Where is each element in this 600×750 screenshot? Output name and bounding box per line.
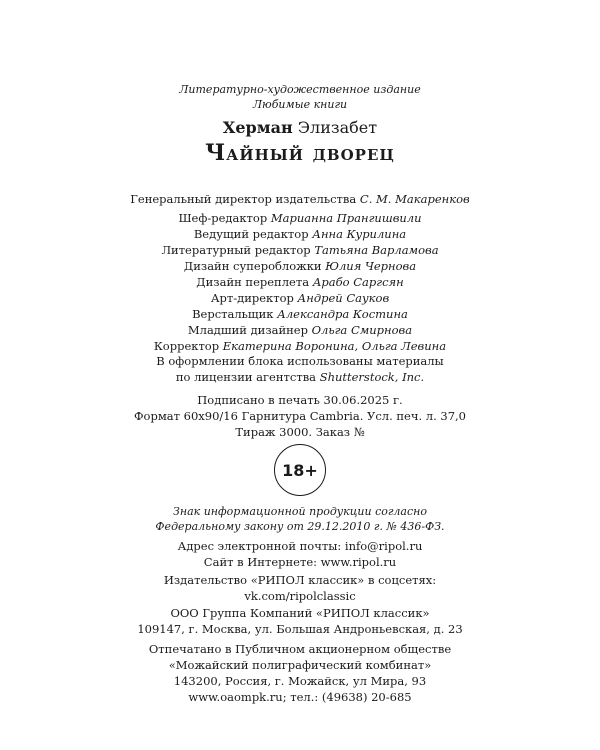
staff-row <box>0 274 600 290</box>
email-link[interactable]: info@ripol.ru <box>344 539 423 553</box>
staff-row <box>0 290 600 306</box>
staff-row <box>0 210 600 226</box>
staff-name: Ольга Смирнова <box>311 323 413 337</box>
staff-name: Екатерина Воронина, Ольга Левина <box>222 339 447 353</box>
email-label: Адрес электронной почты: <box>177 539 342 553</box>
director-line <box>0 191 600 207</box>
staff-role: Дизайн суперобложки <box>183 259 322 273</box>
book-title: Чайный дворец <box>205 140 395 166</box>
publisher-group <box>0 605 600 637</box>
edition-type: Литературно-художественное издание <box>179 83 421 96</box>
staff-role: Шеф-редактор <box>178 211 268 225</box>
info-notice <box>0 504 600 534</box>
signed-date: Подписано в печать 30.06.2025 г. <box>197 393 403 407</box>
printer-block <box>0 641 600 705</box>
staff-role: Корректор <box>153 339 220 353</box>
license-line-2: по лицензии агентства Shutterstock, Inc. <box>175 370 425 384</box>
staff-name: Александра Костина <box>277 307 408 321</box>
staff-role: Верстальщик <box>192 307 274 321</box>
email-line <box>0 538 600 554</box>
staff-name: Арабо Саргсян <box>312 275 404 289</box>
staff-name: Татьяна Варламова <box>314 243 439 257</box>
notice-line-1: Знак информационной продукции согласно <box>172 505 428 518</box>
staff-row <box>0 322 600 338</box>
staff-name: Андрей Сауков <box>297 291 390 305</box>
author-first-name: Элизабет <box>297 118 378 137</box>
social-link[interactable]: vk.com/ripolclassic <box>244 589 356 603</box>
staff-role: Литературный редактор <box>161 243 311 257</box>
site-link[interactable]: www.ripol.ru <box>320 555 397 569</box>
group-address: 109147, г. Москва, ул. Большая Андроньевская, д. 23 <box>137 622 463 636</box>
staff-row <box>0 338 600 354</box>
print-info <box>0 392 600 440</box>
group-name: ООО Группа Компаний «РИПОЛ классик» <box>170 606 430 620</box>
staff-name: Анна Курилина <box>312 227 407 241</box>
staff-role: Арт-директор <box>210 291 294 305</box>
staff-row <box>0 258 600 274</box>
printer-contacts: www.oaompk.ru; тел.: (49638) 20-685 <box>188 690 412 704</box>
series-name: Любимые книги <box>252 98 348 111</box>
social-label: Издательство «РИПОЛ классик» в соцсетях: <box>163 573 437 587</box>
staff-role: Младший дизайнер <box>187 323 308 337</box>
contacts <box>0 538 600 570</box>
staff-row <box>0 242 600 258</box>
series-block <box>0 82 600 112</box>
staff-name: Марианна Прангишвили <box>270 211 422 225</box>
staff-role: Дизайн переплета <box>196 275 310 289</box>
print-run: Тираж 3000. Заказ № <box>235 425 365 439</box>
staff-row <box>0 226 600 242</box>
staff-row <box>0 306 600 322</box>
notice-line-2: Федеральному закону от 29.12.2010 г. № 436-ФЗ. <box>155 520 445 533</box>
staff-list <box>0 210 600 354</box>
social-block <box>0 572 600 604</box>
license-line-1: В оформлении блока использованы материалы <box>156 354 444 368</box>
printer-line-1: Отпечатано в Публичном акционерном обществе <box>148 642 452 656</box>
author <box>0 118 600 138</box>
age-rating-badge: 18+ <box>274 444 326 496</box>
staff-role: Ведущий редактор <box>193 227 309 241</box>
license-block <box>0 353 600 385</box>
site-label: Сайт в Интернете: <box>203 555 317 569</box>
printer-address: 143200, Россия, г. Можайск, ул Мира, 93 <box>173 674 427 688</box>
director-role: Генеральный директор издательства <box>130 192 357 206</box>
site-line <box>0 554 600 570</box>
format-line: Формат 60х90/16 Гарнитура Cambria. Усл. печ. л. 37,0 <box>134 409 466 423</box>
printer-line-2: «Можайский полиграфический комбинат» <box>168 658 432 672</box>
staff-name: Юлия Чернова <box>325 259 417 273</box>
author-surname: Херман <box>222 118 293 137</box>
license-agency: Shutterstock, Inc. <box>319 370 425 384</box>
director-name: С. М. Макаренков <box>359 192 470 206</box>
